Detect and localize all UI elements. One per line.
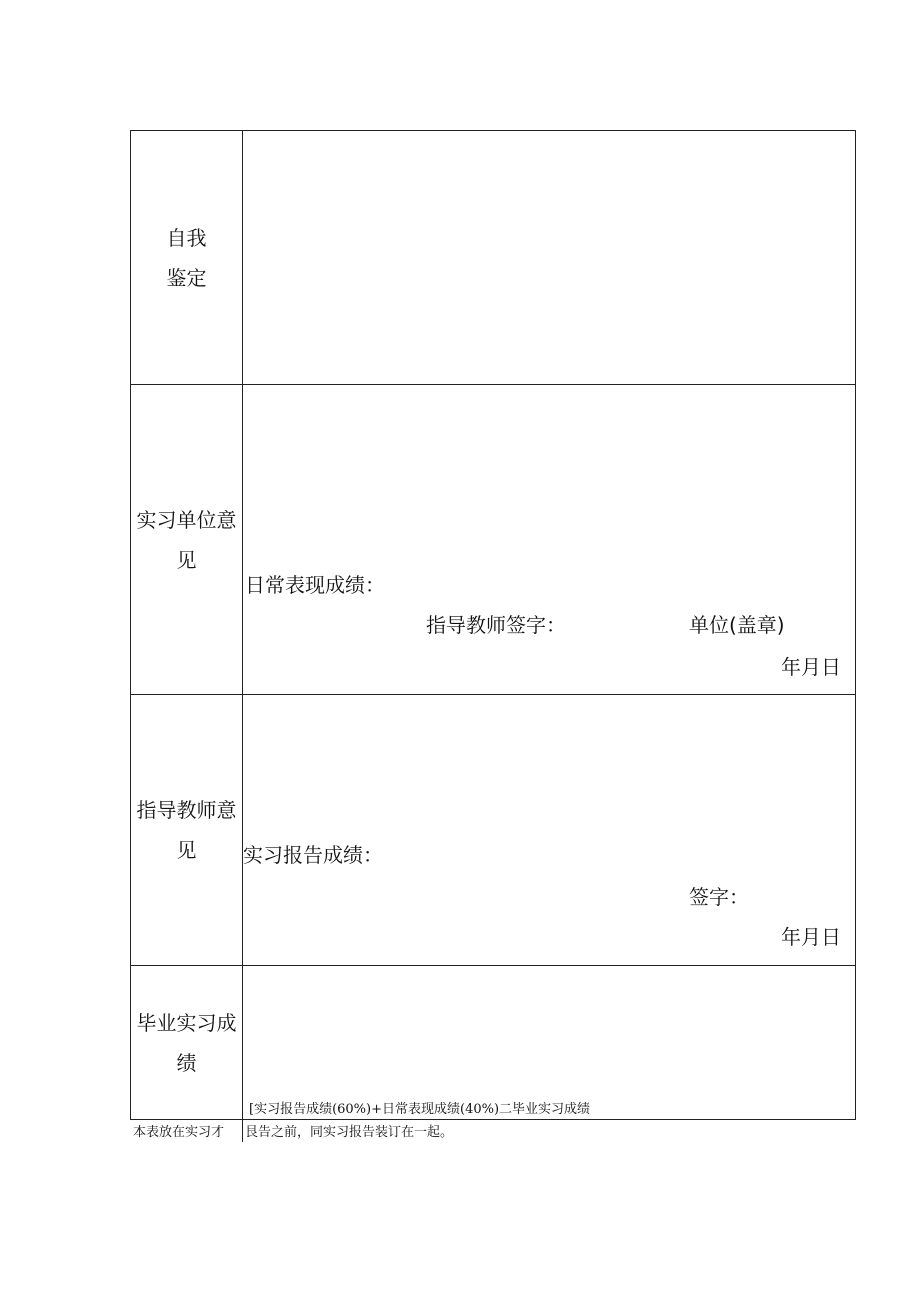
- report-score-label: 实习报告成绩：: [243, 843, 383, 867]
- self-assessment-row: [131, 131, 855, 385]
- teacher-opinion-label: [131, 790, 242, 870]
- teacher-opinion-label-line2: 见: [176, 838, 197, 862]
- final-grade-label-cell: [131, 966, 243, 1119]
- teacher-opinion-content[interactable]: [243, 695, 855, 965]
- self-assessment-content[interactable]: [243, 131, 855, 384]
- teacher-date-label: 年月日: [781, 925, 841, 949]
- unit-seal-label: 单位(盖章): [689, 613, 785, 637]
- final-grade-label-line1: 毕业实习成: [136, 1010, 237, 1035]
- final-grade-label: [131, 1003, 242, 1083]
- self-assessment-label-cell: [131, 131, 243, 384]
- self-assessment-label-line1: 自我: [166, 225, 207, 250]
- final-grade-row: [131, 966, 855, 1119]
- teacher-opinion-label-line1: 指导教师意: [136, 798, 237, 822]
- footnote-divider: [242, 1120, 243, 1142]
- supervisor-sign-label: 指导教师签字：: [426, 613, 566, 637]
- unit-opinion-label-line2: 见: [176, 547, 197, 572]
- unit-opinion-row: [131, 385, 855, 695]
- teacher-opinion-row: [131, 695, 855, 966]
- unit-opinion-label: [131, 500, 242, 580]
- grade-formula: [实习报告成绩(60%)+日常表现成绩(40%)二毕业实习成绩: [249, 1102, 591, 1117]
- unit-date-label: 年月日: [781, 655, 841, 679]
- unit-opinion-label-cell: [131, 385, 243, 694]
- final-grade-label-line2: 绩: [176, 1050, 197, 1075]
- final-grade-content[interactable]: [243, 966, 855, 1119]
- self-assessment-label: [131, 218, 242, 298]
- teacher-opinion-label-cell: [131, 695, 243, 965]
- daily-score-label: 日常表现成绩：: [245, 573, 385, 597]
- unit-opinion-label-line1: 实习单位意: [136, 507, 237, 532]
- teacher-sign-label: 签字：: [689, 885, 749, 909]
- internship-evaluation-table: [130, 130, 856, 1120]
- self-assessment-label-line2: 鉴定: [166, 265, 207, 290]
- footnote-part2: 艮告之前，同实习报告装订在一起。: [245, 1125, 454, 1140]
- footnote-part1: 本表放在实习才: [133, 1125, 225, 1140]
- unit-opinion-content[interactable]: [243, 385, 855, 694]
